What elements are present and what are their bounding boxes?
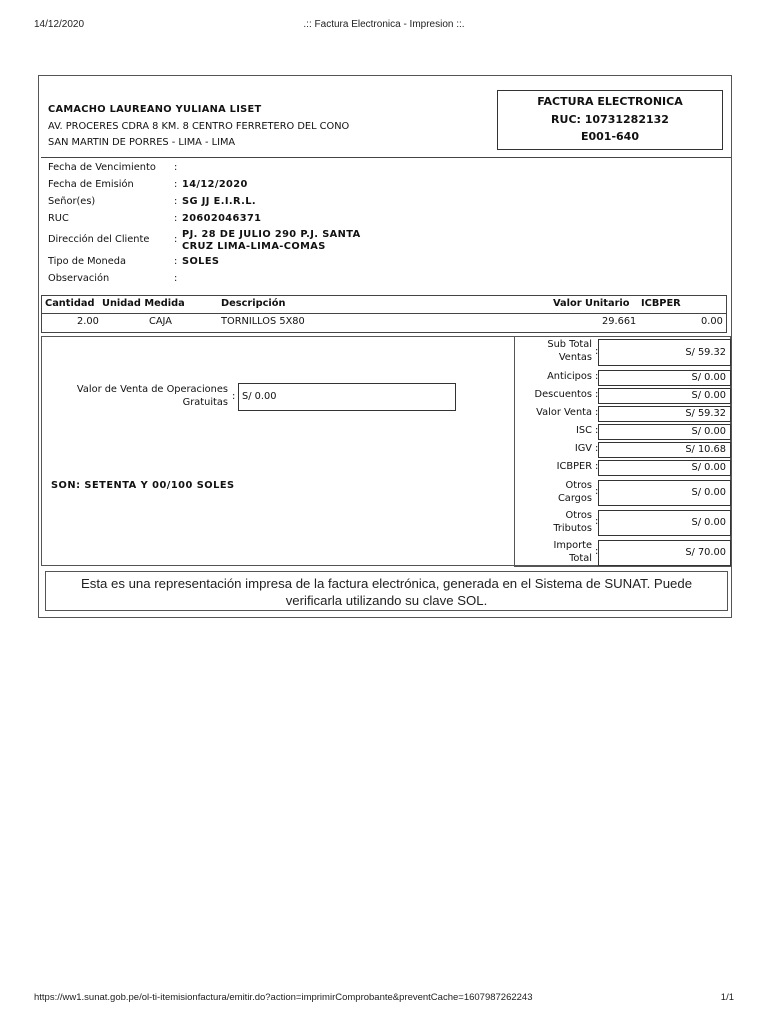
items-table xyxy=(41,295,727,333)
total-label: Descuentos xyxy=(534,389,592,400)
total-value: S/ 0.00 xyxy=(598,510,731,536)
total-value: S/ 10.68 xyxy=(598,442,731,458)
meta-label: Señor(es) xyxy=(48,196,96,207)
document-id-box xyxy=(497,90,723,150)
gratuitas-value: S/ 0.00 xyxy=(238,383,456,411)
meta-value: SOLES xyxy=(182,256,220,267)
total-label: Otros Cargos xyxy=(557,480,592,504)
emitter-block xyxy=(48,102,349,152)
invoice: CAMACHO LAUREANO YULIANA LISET AV. PROCERES CDRA 8 KM. 8 CENTRO FERRETERO DEL CONO SAN MARTIN DE PORRES - LIMA - LIMA FACTURA ELECTRONICA RUC: 10731282132 E001-640 Fecha de Vencimiento : Fecha de Emisión : 14/12/2020 Señor(es) : SG JJ E.I.R.L. RUC : 20602046371 Dirección del Cliente : PJ. 28 DE JULIO 290 P.J. SANTA CRUZ LIMA-LIMA-COMAS Tipo de Moneda : SOLES Observación : Cantidad Unidad Medida Descripción Valor Unitario ICBPER 2.00 CAJA TORNILLOS 5X80 29.661 0.00 Valor de Venta de Operaciones Gratuitas : S/ 0.00 SON: SETENTA Y 00/100 SOLES Sub Total Ventas : S/ 59.32 Anticipos : S/ 0.00 Descuentos : S/ 0.00 Valor Venta : S/ 59.32 ISC : S/ 0.00 IGV : S/ 10.68 ICBPER : S/ 0.00 Otros Cargos : S/ 0.00 Otros Tributos : S/ 0.00 Importe Total : S/ 70.00 Esta es una representación impresa de la factura electrónica, generada en el Sistema de SUNAT. Puede verificarla utilizando su clave SOL. xyxy=(38,75,732,618)
header-valor-unitario: Valor Unitario xyxy=(553,298,630,309)
total-value: S/ 59.32 xyxy=(598,406,731,422)
notice-line1: Esta es una representación impresa de la factura electrónica, generada en el Sistema de SUNAT. Puede xyxy=(80,576,693,591)
emitter-address-line1: AV. PROCERES CDRA 8 KM. 8 CENTRO FERRETERO DEL CONO xyxy=(48,120,350,132)
amount-in-words: SON: SETENTA Y 00/100 SOLES xyxy=(51,480,235,491)
total-label: Importe Total xyxy=(553,540,592,564)
meta-label: Observación xyxy=(48,273,110,284)
print-header xyxy=(34,19,734,33)
header-divider xyxy=(41,157,731,158)
total-value: S/ 0.00 xyxy=(598,460,731,476)
header-unidad: Unidad Medida xyxy=(102,298,185,309)
meta-value: 20602046371 xyxy=(182,213,262,224)
sunat-notice xyxy=(45,571,728,611)
items-header xyxy=(42,296,726,314)
meta-label: Fecha de Emisión xyxy=(48,179,134,190)
total-label: Sub Total Ventas xyxy=(547,339,592,363)
meta-label: RUC xyxy=(48,213,69,224)
gratuitas-label: Valor de Venta de Operaciones Gratuitas xyxy=(76,384,228,408)
print-page-number: 1/1 xyxy=(720,992,734,1003)
document-number: E001-640 xyxy=(580,130,639,143)
cell-cantidad: 2.00 xyxy=(77,316,99,327)
total-label: Anticipos xyxy=(547,371,592,382)
cell-icbper: 0.00 xyxy=(701,316,723,327)
total-value: S/ 59.32 xyxy=(598,339,731,366)
total-value: S/ 70.00 xyxy=(598,540,731,566)
total-value: S/ 0.00 xyxy=(598,480,731,506)
print-title: .:: Factura Electronica - Impresion ::. xyxy=(303,19,465,30)
meta-label: Fecha de Vencimiento xyxy=(48,162,156,173)
total-value: S/ 0.00 xyxy=(598,388,731,404)
print-date: 14/12/2020 xyxy=(34,19,85,30)
header-icbper: ICBPER xyxy=(641,298,681,309)
cell-descripcion: TORNILLOS 5X80 xyxy=(221,316,305,327)
header-descripcion: Descripción xyxy=(221,298,286,309)
total-label: ISC xyxy=(576,425,592,436)
print-url: https://ww1.sunat.gob.pe/ol-ti-itemisionfactura/emitir.do?action=imprimirComprobante&preventCache=1607987262243 xyxy=(34,992,533,1003)
meta-value: PJ. 28 DE JULIO 290 P.J. SANTA CRUZ LIMA-LIMA-COMAS xyxy=(182,229,361,252)
meta-label: Tipo de Moneda xyxy=(48,256,126,267)
cell-unidad: CAJA xyxy=(149,316,172,327)
total-value: S/ 0.00 xyxy=(598,370,731,386)
meta-value: 14/12/2020 xyxy=(182,179,248,190)
total-label: ICBPER xyxy=(556,461,592,472)
total-label: IGV xyxy=(574,443,592,454)
cell-valor-unitario: 29.661 xyxy=(602,316,637,327)
emitter-address-line2: SAN MARTIN DE PORRES - LIMA - LIMA xyxy=(48,137,236,148)
totals-panel: Sub Total Ventas : S/ 59.32 Anticipos : S/ 0.00 Descuentos : S/ 0.00 Valor Venta : S/ 59.32 ISC : S/ 0.00 IGV : S/ 10.68 ICBPER : S/ 0.00 Otros Cargos : S/ 0.00 Otros Tributos : S/ 0.00 Importe Total : S/ 70.00 xyxy=(514,336,731,567)
header-cantidad: Cantidad xyxy=(45,298,95,309)
total-value: S/ 0.00 xyxy=(598,424,731,440)
meta-value: SG JJ E.I.R.L. xyxy=(182,196,257,207)
emitter-name: CAMACHO LAUREANO YULIANA LISET xyxy=(48,104,262,115)
document-type: FACTURA ELECTRONICA xyxy=(537,95,683,108)
notice-line2: verificarla utilizando su clave SOL. xyxy=(285,593,488,608)
meta-label: Dirección del Cliente xyxy=(48,234,150,245)
total-label: Otros Tributos xyxy=(553,510,592,534)
total-label: Valor Venta xyxy=(536,407,592,418)
totals-section: Valor de Venta de Operaciones Gratuitas : S/ 0.00 SON: SETENTA Y 00/100 SOLES Sub Total Ventas : S/ 59.32 Anticipos : S/ 0.00 Descuentos : S/ 0.00 Valor Venta : S/ 59.32 ISC : S/ 0.00 IGV : S/ 10.68 ICBPER : S/ 0.00 Otros Cargos : S/ 0.00 Otros Tributos : S/ 0.00 Importe Total : S/ 70.00 xyxy=(41,336,731,566)
document-ruc: RUC: 10731282132 xyxy=(551,112,669,126)
print-footer xyxy=(34,992,734,1006)
